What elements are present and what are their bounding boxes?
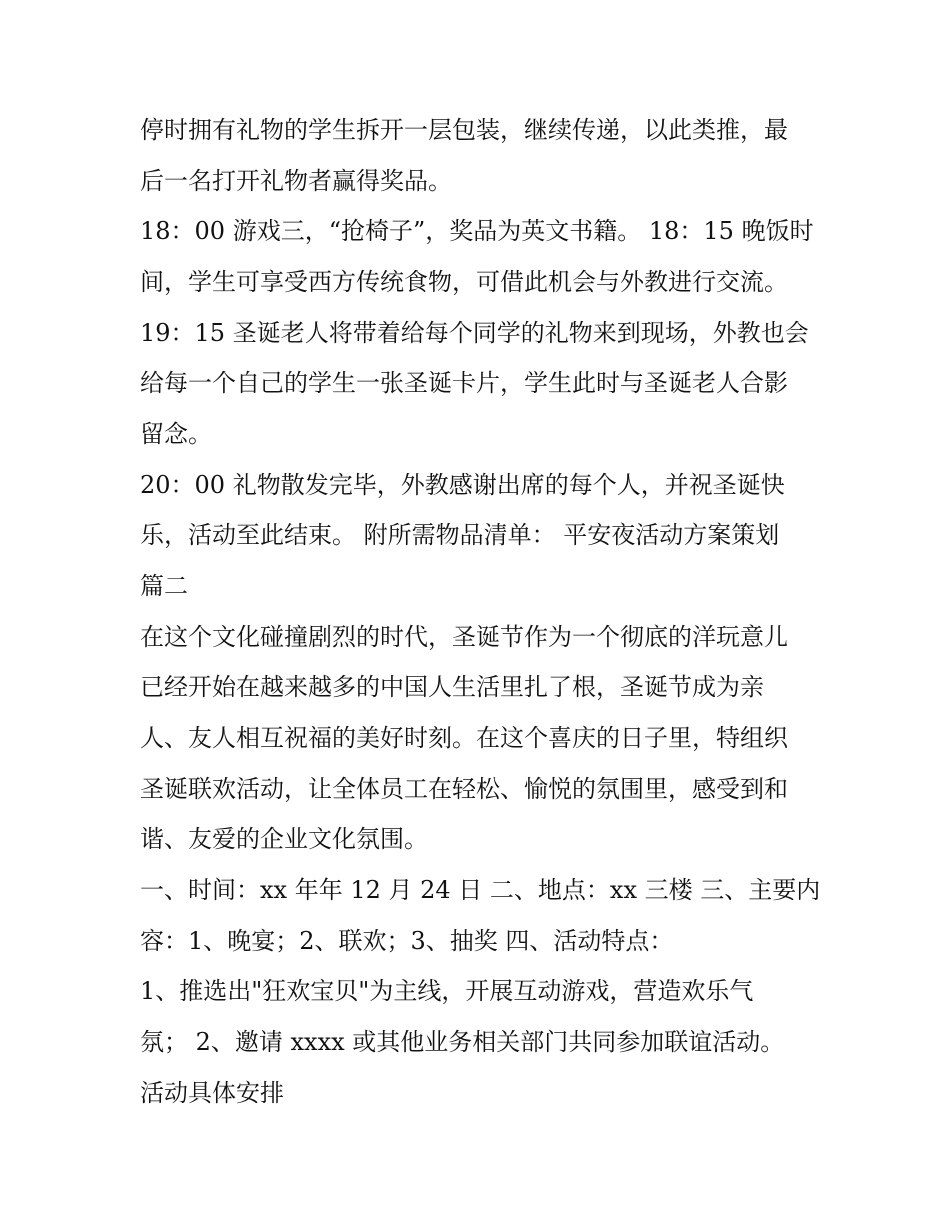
text-line: 谐、友爱的企业文化氛围。 <box>140 825 428 853</box>
text-line: 18：00 游戏三，“抢椅子”，奖品为英文书籍。 18：15 晚饭时 <box>140 217 814 245</box>
text-line: 氛； 2、邀请 xxxx 或其他业务相关部门共同参加联谊活动。 <box>140 1028 785 1056</box>
text-line: 间，学生可享受西方传统食物，可借此机会与外教进行交流。 <box>140 268 788 296</box>
text-line: 停时拥有礼物的学生拆开一层包装，继续传递，以此类推，最 <box>140 116 788 144</box>
text-line: 在这个文化碰撞剧烈的时代，圣诞节作为一个彻底的洋玩意儿 <box>140 623 788 651</box>
text-line: 容：1、晚宴；2、联欢；3、抽奖 四、活动特点： <box>140 927 674 955</box>
text-line: 已经开始在越来越多的中国人生活里扎了根，圣诞节成为亲 <box>140 673 764 701</box>
text-line: 留念。 <box>140 420 212 448</box>
text-line: 后一名打开礼物者赢得奖品。 <box>140 167 452 195</box>
text-line: 20：00 礼物散发完毕，外教感谢出席的每个人，并祝圣诞快 <box>140 471 785 499</box>
text-line: 人、友人相互祝福的美好时刻。在这个喜庆的日子里，特组织 <box>140 724 788 752</box>
text-line: 一、时间：xx 年年 12 月 24 日 二、地点：xx 三楼 三、主要内 <box>140 876 821 904</box>
text-line: 活动具体安排 <box>140 1079 284 1107</box>
text-line: 19：15 圣诞老人将带着给每个同学的礼物来到现场，外教也会 <box>140 319 809 347</box>
text-line: 圣诞联欢活动，让全体员工在轻松、愉悦的氛围里，感受到和 <box>140 775 788 803</box>
text-line: 篇二 <box>140 572 188 600</box>
text-line: 乐，活动至此结束。 附所需物品清单： 平安夜活动方案策划 <box>140 521 780 549</box>
text-line: 1、推选出"狂欢宝贝"为主线，开展互动游戏，营造欢乐气 <box>140 977 754 1005</box>
text-line: 给每一个自己的学生一张圣诞卡片，学生此时与圣诞老人合影 <box>140 369 788 397</box>
